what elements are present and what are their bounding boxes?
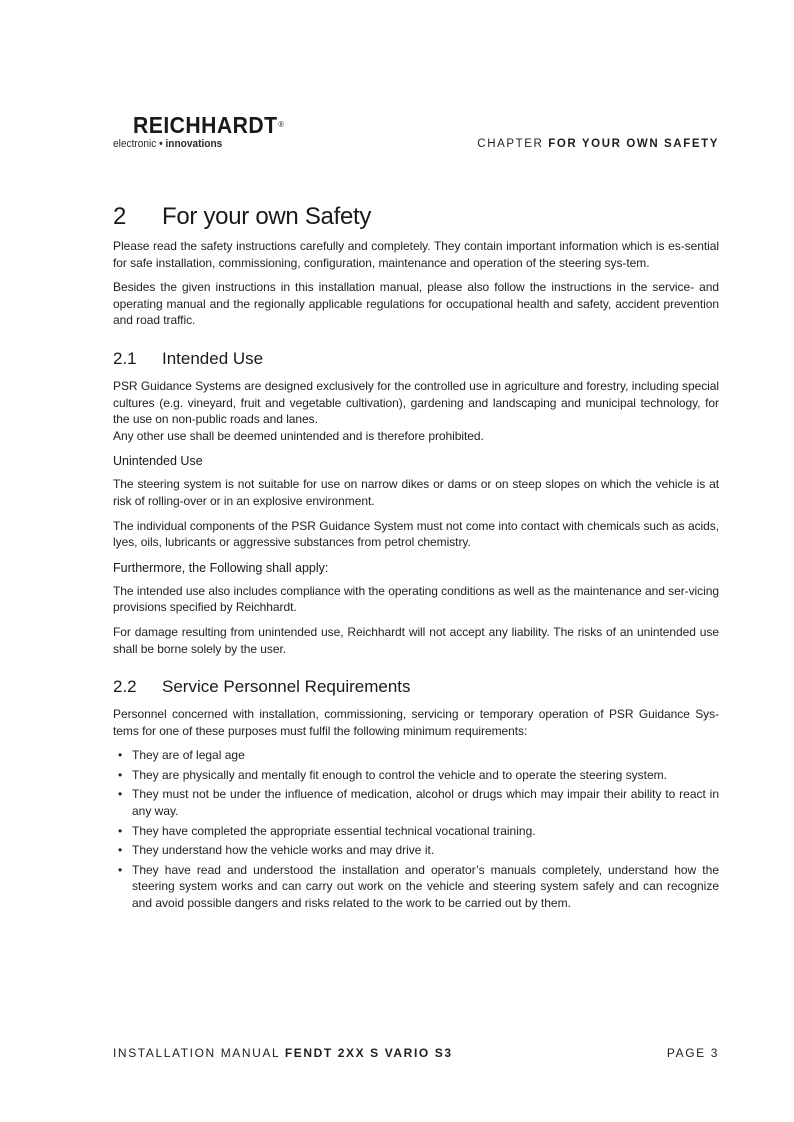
list-item: • They are of legal age xyxy=(113,747,719,764)
list-item: • They must not be under the influence of medication, alcohol or drugs which may impair their ability to react in any way. xyxy=(113,786,719,819)
page-number: PAGE 3 xyxy=(666,1046,719,1060)
intended-use-paragraph: PSR Guidance Systems are designed exclusively for the controlled use in agriculture and forestry, including special cultures (e.g. vineyard, fruit and vegetable cultivation), gardening and landscaping and municipal technology, for the use on non-public roads and lanes. xyxy=(113,378,719,427)
chapter-label: CHAPTER xyxy=(477,138,544,150)
page-content xyxy=(113,200,719,912)
list-item: • They are physically and mentally fit enough to control the vehicle and to operate the steering system. xyxy=(113,767,719,784)
section-heading xyxy=(113,200,719,234)
reichhardt-logo xyxy=(113,112,297,150)
chapter-header xyxy=(477,138,719,150)
list-item: • They have read and understood the installation and operator’s manuals completely, understand how the steering system works and can carry out work on the vehicle and steering system safely and can recognize and avoid possible dangers and risks related to the work to be carried out by them. xyxy=(113,862,719,912)
subsection-number: 2.2 xyxy=(113,677,137,697)
subsection-title: Intended Use xyxy=(162,348,264,368)
requirements-list xyxy=(113,747,719,911)
subsection-title: Service Personnel Requirements xyxy=(162,677,411,697)
furthermore-heading: Furthermore, the Following shall apply: xyxy=(113,560,329,575)
list-item: • They have completed the appropriate essential technical vocational training. xyxy=(113,823,719,840)
footer-manual-model: FENDT 2XX S VARIO S3 xyxy=(284,1046,453,1060)
subsection-heading-personnel xyxy=(113,676,719,698)
personnel-intro: Personnel concerned with installation, commissioning, servicing or temporary operation of PSR Guidance Sys-tems for one of these purposes must fulfil the following minimum requirements: xyxy=(113,707,719,738)
furthermore-paragraph-1: The intended use also includes compliance with the operating conditions as well as the maintenance and ser-vicing provisions specified by Reichhardt. xyxy=(113,583,719,615)
registered-mark: ® xyxy=(278,120,285,129)
subsection-heading-intended-use xyxy=(113,348,719,370)
section-title: For your own Safety xyxy=(162,203,372,230)
unintended-use-heading: Unintended Use xyxy=(113,454,203,469)
intended-use-prohibition: Any other use shall be deemed unintended and is therefore prohibited. xyxy=(113,428,484,443)
section-number: 2 xyxy=(113,203,127,230)
list-item: • They understand how the vehicle works and may drive it. xyxy=(113,842,719,859)
unintended-use-paragraph-1: The steering system is not suitable for use on narrow dikes or dams or on steep slopes on which the vehicle is at risk of rolling-over or in an explosive environment. xyxy=(113,477,719,508)
chapter-title: FOR YOUR OWN SAFETY xyxy=(548,138,719,150)
logo-wordmark: REICHHARDT® xyxy=(133,112,285,138)
subsection-number: 2.1 xyxy=(113,348,137,368)
furthermore-paragraph-2: For damage resulting from unintended use, Reichhardt will not accept any liability. The risks of an unintended use shall be borne solely by the user. xyxy=(113,624,719,656)
intro-paragraph-1: Please read the safety instructions carefully and completely. They contain important information which is es-sential for safe installation, commissioning, configuration, maintenance and operation of the steering sys-tem. xyxy=(113,239,719,270)
logo-tagline: electronic • innovations xyxy=(113,138,223,150)
footer-manual-title xyxy=(113,1046,453,1060)
intro-paragraph-2: Besides the given instructions in this installation manual, please also follow the instructions in the service- and operating manual and the regionally applicable regulations for occupational health and safety, accident prevention and road traffic. xyxy=(113,280,719,328)
unintended-use-paragraph-2: The individual components of the PSR Guidance System must not come into contact with chemicals such as acids, lyes, oils, lubricants or aggressive substances from petrol chemistry. xyxy=(113,518,719,550)
footer-manual-label: INSTALLATION MANUAL xyxy=(113,1046,280,1060)
